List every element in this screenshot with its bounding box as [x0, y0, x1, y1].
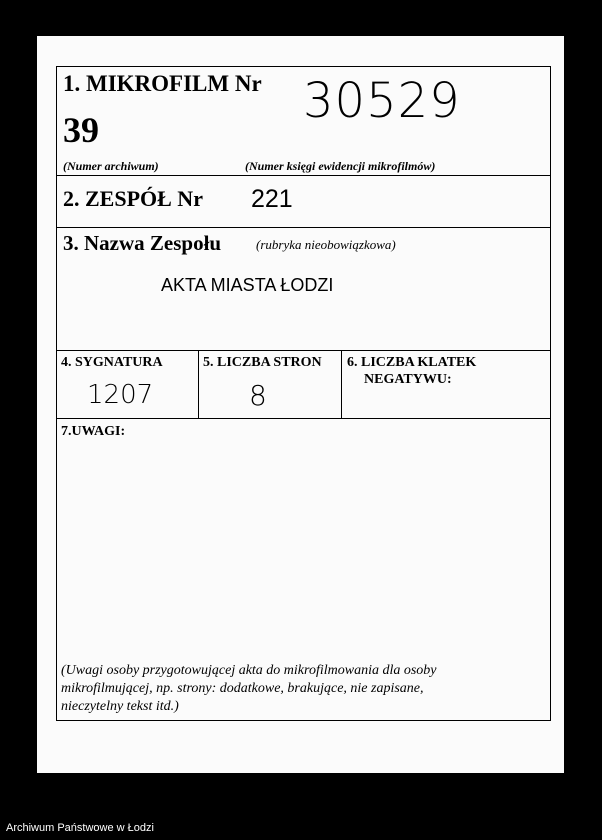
section6-label-line1: 6. LICZBA KLATEK — [347, 355, 477, 370]
section1-label: 1. MIKROFILM Nr — [63, 71, 262, 96]
ledger-number-caption: (Numer księgi ewidencji mikrofilmów) — [245, 159, 436, 173]
section4-label: 4. SYGNATURA — [61, 355, 163, 370]
section5-label: 5. LICZBA STRON — [203, 355, 322, 370]
divider — [57, 175, 550, 176]
divider — [341, 350, 342, 418]
microfilm-number: 30529 — [303, 73, 461, 129]
microfilm-form — [56, 66, 551, 721]
divider — [57, 418, 550, 419]
archive-number-caption: (Numer archiwum) — [63, 159, 159, 173]
fond-name: AKTA MIASTA ŁODZI — [161, 275, 334, 295]
remarks-note-line3: nieczytelny tekst itd.) — [61, 699, 179, 714]
divider — [57, 227, 550, 228]
remarks-note-line2: mikrofilmującej, np. strony: dodatkowe, brakujące, nie zapisane, — [61, 681, 424, 696]
divider — [198, 350, 199, 418]
remarks-note-line1: (Uwagi osoby przygotowującej akta do mikrofilmowania dla osoby — [61, 663, 437, 678]
section2-label: 2. ZESPÓŁ Nr — [63, 186, 203, 211]
section3-note: (rubryka nieobowiązkowa) — [256, 237, 396, 252]
signature-value: 1207 — [87, 380, 154, 410]
archive-number: 39 — [63, 110, 99, 150]
section7-label: 7.UWAGI: — [61, 424, 126, 439]
page-count-value: 8 — [249, 379, 267, 412]
section6-label-line2: NEGATYWU: — [364, 372, 452, 387]
archive-footer: Archiwum Państwowe w Łodzi — [6, 822, 154, 834]
divider — [57, 350, 550, 351]
section3-label: 3. Nazwa Zespołu — [63, 231, 222, 255]
fond-number: 221 — [251, 185, 293, 213]
